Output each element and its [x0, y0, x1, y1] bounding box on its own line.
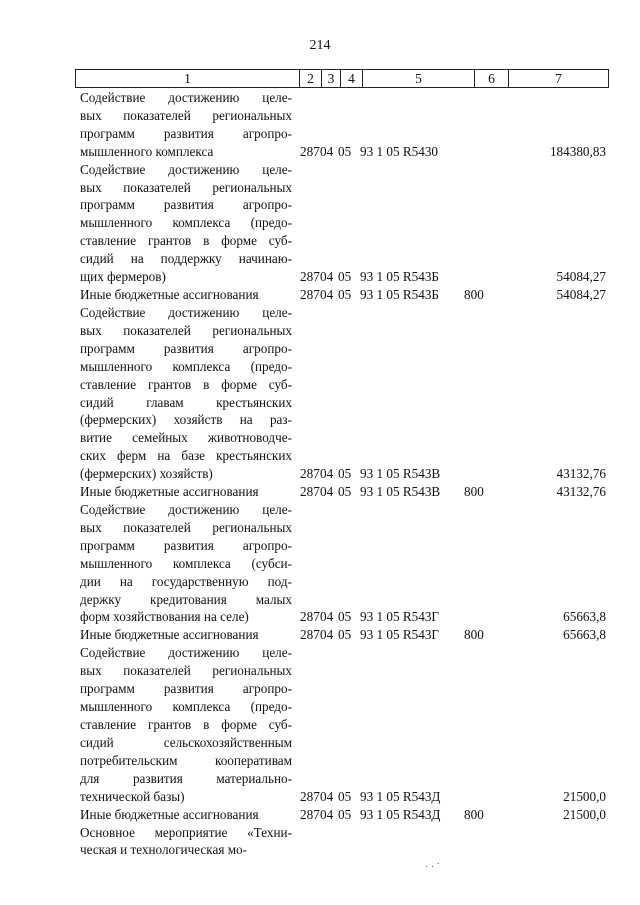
- row-codes: [300, 143, 492, 161]
- page-number: 214: [309, 38, 331, 53]
- header-col-2: 2: [300, 70, 322, 87]
- code-expense-type: 800: [464, 484, 484, 500]
- description-line: мышленного комплекса (субси-: [80, 555, 292, 571]
- row-description: [80, 644, 292, 805]
- code-section: 04: [320, 143, 334, 159]
- description-line: программ развития агропро-: [80, 681, 292, 697]
- header-col-3: 3: [322, 70, 341, 87]
- description-line: Содействие достижению целе-: [80, 645, 292, 661]
- code-section: 04: [320, 609, 334, 625]
- row-amount: 65663,8: [563, 627, 606, 643]
- code-target-article: 93 1 05 R543Д: [360, 806, 441, 822]
- row-codes: [300, 626, 492, 644]
- row-codes: [300, 268, 492, 286]
- description-line: мышленного комплекса (предо-: [80, 215, 292, 231]
- code-target-article: 93 1 05 R543В: [360, 484, 441, 500]
- header-col-7: 7: [555, 71, 562, 86]
- code-target-article: 93 1 05 R543Г: [360, 609, 440, 625]
- description-line: ставление грантов в форме суб-: [80, 233, 292, 249]
- description-line: потребительским кооперативам: [80, 752, 292, 768]
- code-section: 04: [320, 466, 334, 482]
- description-line: программ развития агропро-: [80, 537, 292, 553]
- row-codes: [300, 841, 492, 859]
- description-line: держку кредитования малых: [80, 591, 292, 607]
- header-col-4: 4: [341, 70, 363, 87]
- description-line: для развития материально-: [80, 770, 292, 786]
- code-target-article: 93 1 05 R543В: [360, 466, 441, 482]
- description-line: программ развития агропро-: [80, 340, 292, 356]
- code-subsection: 05: [338, 609, 352, 625]
- code-section: 04: [320, 627, 334, 643]
- description-line: щих фермеров): [80, 269, 166, 285]
- description-line: ставление грантов в форме суб-: [80, 717, 292, 732]
- description-line: дии на государственную под-: [80, 573, 292, 589]
- description-line: Содействие достижению целе-: [80, 502, 292, 518]
- header-col-5: 5: [363, 70, 475, 87]
- row-codes: [300, 286, 492, 304]
- code-subsection: 05: [338, 484, 352, 500]
- row-description: [80, 161, 292, 286]
- code-target-article: 93 1 05 R543Б: [360, 287, 440, 303]
- description-line: ских ферм на базе крестьянских: [80, 448, 292, 464]
- row-amount: 54084,27: [556, 287, 606, 303]
- table-row: [0, 483, 640, 501]
- table-row: [0, 644, 640, 805]
- code-grbs: 287: [300, 788, 320, 804]
- code-subsection: 05: [338, 627, 352, 643]
- code-section: 04: [320, 287, 334, 303]
- table-row: [0, 626, 640, 644]
- row-amount: 54084,27: [556, 269, 606, 285]
- description-line: вых показателей региональных: [80, 179, 292, 195]
- table-row: [0, 304, 640, 483]
- table-row: [0, 501, 640, 626]
- description-line: мышленного комплекса (предо-: [80, 699, 292, 715]
- row-codes: [300, 788, 492, 806]
- description-line: вых показателей региональных: [80, 322, 292, 338]
- code-grbs: 287: [300, 287, 320, 303]
- description-line: Содействие достижению целе-: [80, 90, 292, 105]
- code-subsection: 05: [338, 466, 352, 482]
- row-description: [80, 483, 292, 501]
- code-section: 04: [320, 269, 334, 285]
- description-line: сидий на поддержку начинаю-: [80, 251, 292, 267]
- row-codes: [300, 608, 492, 626]
- description-line: ческая и технологическая мо-: [80, 842, 248, 858]
- description-line: программ развития агропро-: [80, 197, 292, 213]
- row-amount: 21500,0: [563, 806, 606, 822]
- table-header: [75, 69, 609, 88]
- code-grbs: 287: [300, 806, 320, 822]
- description-line: вых показателей региональных: [80, 663, 292, 679]
- table-row: [0, 286, 640, 304]
- description-line: вых показателей региональных: [80, 107, 292, 123]
- description-line: Содействие достижению целе-: [80, 304, 292, 320]
- code-target-article: 93 1 05 R543Б: [360, 269, 440, 285]
- description-line: (фермерских) хозяйств на раз-: [80, 412, 292, 428]
- code-grbs: 287: [300, 269, 320, 285]
- table-row: [0, 89, 640, 161]
- code-grbs: 287: [300, 609, 320, 625]
- description-line: Содействие достижению целе-: [80, 161, 292, 177]
- description-line: вых показателей региональных: [80, 519, 292, 535]
- row-amount: 43132,76: [556, 484, 606, 500]
- row-description: [80, 286, 292, 304]
- description-line: мышленного комплекса: [80, 143, 214, 159]
- row-codes: [300, 806, 492, 824]
- header-col-6: 6: [475, 70, 509, 87]
- description-line: ставление грантов в форме суб-: [80, 376, 292, 392]
- code-grbs: 287: [300, 484, 320, 500]
- code-subsection: 05: [338, 269, 352, 285]
- description-line: Основное мероприятие «Техни-: [80, 824, 292, 840]
- description-line: сидий сельскохозяйственным: [80, 734, 292, 750]
- description-line: мышленного комплекса (предо-: [80, 358, 292, 374]
- scan-specks: · · ˙: [425, 862, 440, 873]
- code-target-article: 93 1 05 R543Г: [360, 627, 440, 643]
- code-section: 04: [320, 484, 334, 500]
- row-amount: 65663,8: [563, 609, 606, 625]
- table-body: [0, 89, 640, 859]
- row-description: [80, 304, 292, 483]
- code-grbs: 287: [300, 627, 320, 643]
- description-line: сидий главам крестьянских: [80, 394, 292, 410]
- table-row: [0, 824, 640, 860]
- row-amount: 43132,76: [556, 466, 606, 482]
- code-subsection: 05: [338, 788, 352, 804]
- code-grbs: 287: [300, 143, 320, 159]
- row-description: [80, 626, 292, 644]
- description-line: технической базы): [80, 788, 185, 804]
- row-description: [80, 824, 292, 860]
- code-subsection: 05: [338, 143, 352, 159]
- row-description: [80, 89, 292, 161]
- table-row: [0, 806, 640, 824]
- description-line: Иные бюджетные ассигнования: [80, 627, 259, 643]
- description-line: (фермерских) хозяйств): [80, 466, 213, 482]
- row-description: [80, 501, 292, 626]
- description-line: витие семейных животноводче-: [80, 430, 292, 446]
- row-codes: [300, 483, 492, 501]
- code-subsection: 05: [338, 287, 352, 303]
- code-expense-type: 800: [464, 287, 484, 303]
- code-expense-type: 800: [464, 806, 484, 822]
- code-grbs: 287: [300, 466, 320, 482]
- code-target-article: 93 1 05 R543Д: [360, 788, 441, 804]
- header-col-1: 1: [76, 70, 300, 87]
- code-expense-type: 800: [464, 627, 484, 643]
- code-subsection: 05: [338, 806, 352, 822]
- row-amount: 184380,83: [549, 143, 606, 159]
- description-line: Иные бюджетные ассигнования: [80, 286, 259, 302]
- row-description: [80, 806, 292, 824]
- description-line: Иные бюджетные ассигнования: [80, 484, 259, 500]
- code-target-article: 93 1 05 R5430: [360, 143, 439, 159]
- description-line: программ развития агропро-: [80, 125, 292, 141]
- code-section: 04: [320, 806, 334, 822]
- description-line: форм хозяйствования на селе): [80, 609, 249, 625]
- code-section: 04: [320, 788, 334, 804]
- table-row: [0, 161, 640, 286]
- description-line: Иные бюджетные ассигнования: [80, 806, 259, 822]
- row-amount: 21500,0: [563, 788, 606, 804]
- row-codes: [300, 465, 492, 483]
